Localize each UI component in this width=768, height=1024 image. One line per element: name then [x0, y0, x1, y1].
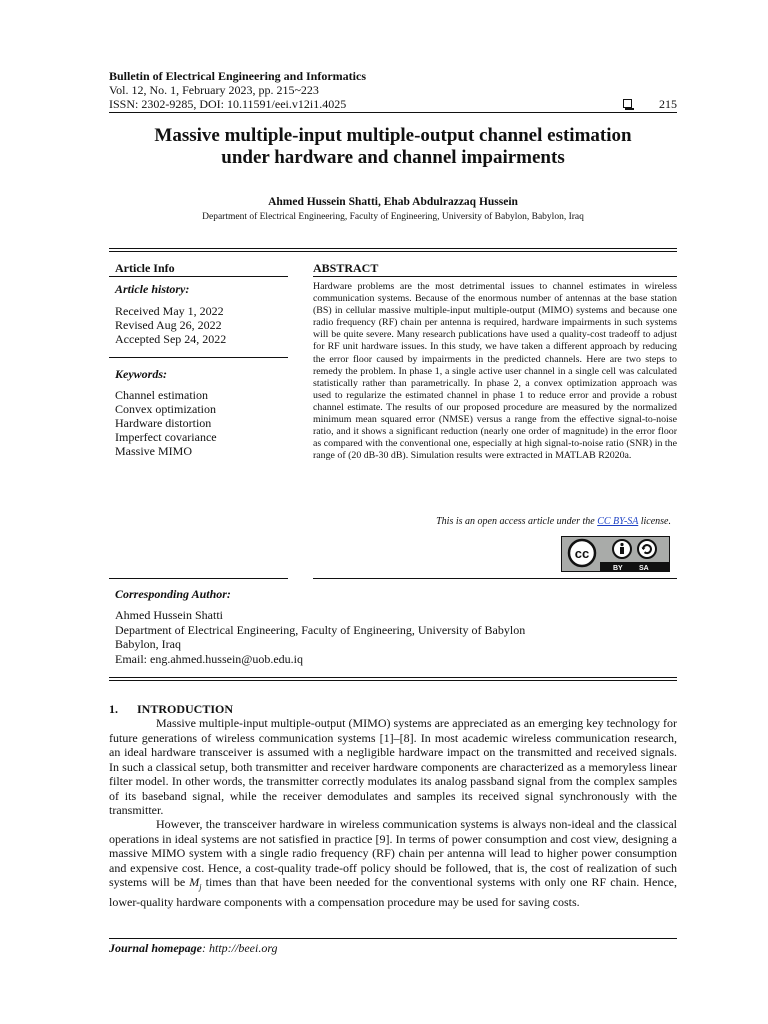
section-divider — [109, 248, 677, 252]
abstract-rule — [313, 276, 677, 277]
journal-name: Bulletin of Electrical Engineering and Informatics — [109, 69, 366, 83]
keyword-item: Imperfect covariance — [115, 430, 217, 444]
abstract-heading: ABSTRACT — [313, 261, 379, 275]
abstract-bottom-rule — [313, 578, 677, 579]
corresponding-email: Email: eng.ahmed.hussein@uob.edu.iq — [115, 651, 304, 666]
keyword-item: Convex optimization — [115, 402, 216, 416]
math-symbol: $M_j$ — [189, 875, 202, 892]
svg-text:cc: cc — [574, 546, 590, 561]
section-number: 1. — [109, 702, 118, 716]
article-history — [115, 304, 226, 346]
keyword-item: Hardware distortion — [115, 416, 212, 430]
cc-by-sa-badge[interactable] — [561, 536, 670, 572]
history-accepted: Accepted Sep 24, 2022 — [115, 332, 227, 346]
intro-paragraph-2 — [109, 817, 677, 909]
authors: Ahmed Hussein Shatti, Ehab Abdulrazzaq Hussein — [268, 196, 518, 208]
keywords-label: Keywords: — [115, 367, 167, 381]
corresponding-city: Babylon, Iraq — [115, 637, 181, 651]
cc-sa-label: SA — [639, 565, 649, 572]
intro-p2-part-a: However, the transceiver hardware in wireless communication systems is always non-ideal and the classical operations in ideal systems are not satisfied in practice [9]. In terms of power consumption and cost view, designing a massive MIMO system with a single radio frequency (RF) chain per antenna will lead to higher power consumption and expensive cost. Hence, a cost-quality trade-off policy should be followed, that is, the cost of realization of such systems will be — [109, 817, 677, 889]
abstract-text: Hardware problems are the most detrimental issues to channel estimates in wireless communication systems. Because of the enormous number of antennas at the base station (BS) in cellular massive multiple-input multiple-output (MIMO) systems and because one radio frequency (RF) chain per antenna is required, hardware impairments in such systems will be quite severe. Many research publications have used a quality-cost tradeoff to adjust for RF unit hardware issues. In this study, we have taken a different approach by reducing the error floor caused by impairments in the predicted channels. Here are two steps to remedy the problem. In phase 1, a single active user channel in a single cell was calculated statistically rather than parametrically. In phase 2, a convex optimization approach was used to regularize the estimated channel in phase 1 to reduce error and provide a robust channel estimate. The results of our proposed procedure are measured by the normalized minimum mean squared error (NMSE) versus a range from the effective signal-to-noise ratio, and it shows a significant reduction (nearly one order of magnitude) in the error floor as compared with the conventional one, especially at high signal-to-noise ratio (SNR) in the range of (20 dB-30 dB). Simulation results were extracted in MATLAB R2020a. — [313, 281, 677, 462]
info-bottom-rule — [109, 578, 288, 579]
journal-homepage — [109, 941, 278, 956]
paper-title-line-2: under hardware and channel impairments — [221, 147, 565, 168]
article-history-label: Article history: — [115, 282, 190, 296]
corresponding-name: Ahmed Hussein Shatti — [115, 608, 223, 622]
license-suffix: license. — [638, 516, 671, 527]
footer-rule — [109, 938, 677, 939]
history-rule — [109, 357, 288, 358]
corresponding-author-details — [115, 608, 525, 666]
intro-p2-part-b: times than that have been needed for the conventional systems with only one RF chain. Hence, lower-quality hardware components with a compensation procedure may be used for saving costs. — [109, 875, 677, 909]
history-received: Received May 1, 2022 — [115, 304, 224, 318]
introduction-heading — [109, 702, 233, 717]
header-rule — [109, 112, 677, 113]
section-divider — [109, 677, 677, 681]
corresponding-department: Department of Electrical Engineering, Faculty of Engineering, University of Babylon — [115, 622, 526, 637]
cc-by-sa-link[interactable]: CC BY-SA — [597, 516, 639, 527]
journal-issn-doi: ISSN: 2302-9285, DOI: 10.11591/eei.v12i1.4025 — [109, 97, 347, 111]
article-info-heading: Article Info — [115, 261, 175, 275]
paper-title-line-1: Massive multiple-input multiple-output channel estimation — [154, 125, 632, 146]
section-title: INTRODUCTION — [137, 702, 234, 716]
cc-label-strip — [600, 562, 669, 571]
history-revised: Revised Aug 26, 2022 — [115, 318, 222, 332]
homepage-label: Journal homepage — [109, 941, 203, 955]
keyword-item: Massive MIMO — [115, 444, 192, 458]
intro-paragraph-1: Massive multiple-input multiple-output (MIMO) systems are appreciated as an emerging key technology for future generations of wireless communication systems [1]–[8]. In most academic wireless communication research, an ideal hardware transceiver is assumed with a negligible hardware impact on the transmitted and received signals. In such a classical setup, both transmitter and receiver hardware components are characterized as a memoryless linear filter model. In other words, the transmitter correctly modulates its analog passband signal from the complex samples of its baseband signal, while the receiver demodulates and samples its received signal synchronously with the transmitter. — [109, 716, 677, 817]
license-prefix: This is an open access article under the — [436, 516, 598, 527]
corresponding-author-label: Corresponding Author: — [115, 587, 231, 601]
keywords-list — [115, 388, 217, 458]
keyword-item: Channel estimation — [115, 388, 208, 402]
cc-by-label: BY — [613, 565, 623, 572]
homepage-url[interactable]: : http://beei.org — [202, 941, 278, 955]
page-number: 215 — [659, 97, 677, 111]
article-info-rule — [109, 276, 288, 277]
page-box-icon — [623, 99, 632, 108]
license-note — [313, 516, 671, 527]
paper-title — [109, 125, 677, 169]
journal-volume: Vol. 12, No. 1, February 2023, pp. 215~223 — [109, 83, 319, 97]
affiliation: Department of Electrical Engineering, Faculty of Engineering, University of Babylon, Babylon, Iraq — [202, 212, 584, 222]
